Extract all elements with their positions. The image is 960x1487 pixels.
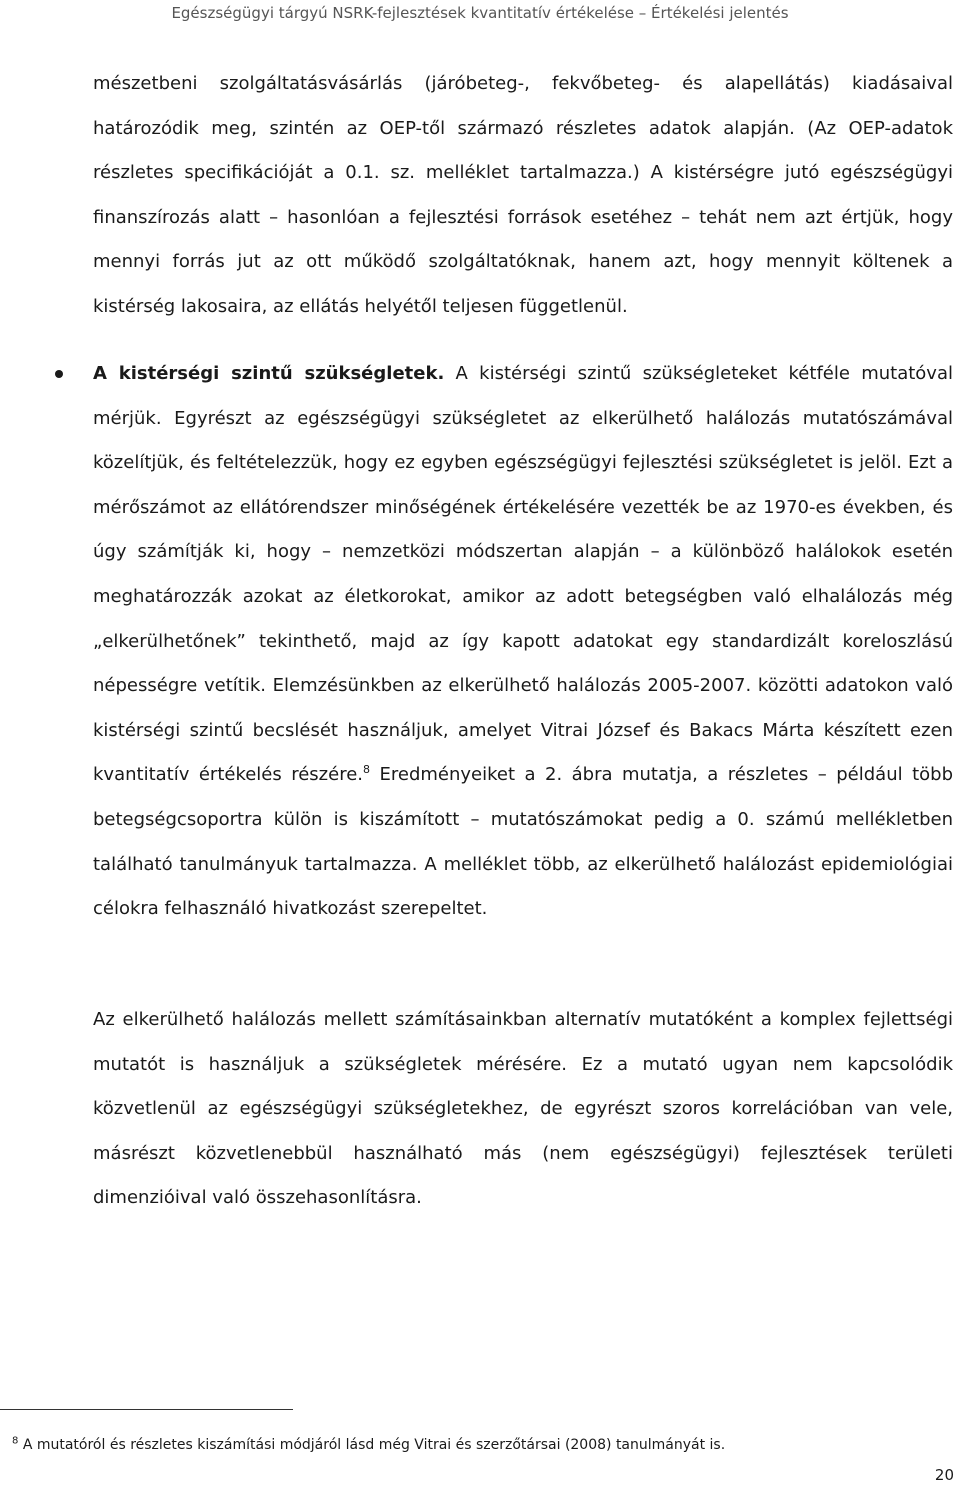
page-number: 20 bbox=[934, 1466, 954, 1484]
bullet-dot-icon bbox=[55, 370, 63, 378]
footnote bbox=[12, 1435, 942, 1455]
bullet-paragraph bbox=[93, 352, 953, 932]
paragraph-1: mészetbeni szolgáltatásvásárlás (járóbeteg-, fekvőbeteg- és alapellátás) kiadásaival határozódik meg, szintén az OEP-től származó részletes adatok alapján. (Az OEP-adatok részletes specifikációját a 0.1. sz. melléklet tartalmazza.) A kistérségre jutó egészségügyi finanszírozás alatt – hasonlóan a fejlesztési források esetéhez – tehát nem azt értjük, hogy mennyi forrás jut az ott működő szolgáltatóknak, hanem azt, hogy mennyit költenek a kistérség lakosaira, az ellátás helyétől teljesen függetlenül. bbox=[93, 73, 953, 317]
bullet-text-part-2: Eredményeiket a 2. ábra mutatja, a részletes – például több betegségcsoportra külön is kiszámított – mutatószámokat pedig a 0. számú mellékletben található tanulmányuk tartalmazza. A melléklet több, az elkerülhető halálozást epidemiológiai célokra felhasználó hivatkozást szerepeltet. bbox=[93, 764, 953, 920]
bullet-heading: A kistérségi szintű szükségletek. bbox=[93, 363, 445, 384]
footnote-text: A mutatóról és részletes kiszámítási módjáról lásd még Vitrai és szerzőtársai (2008) tanulmányát is. bbox=[18, 1437, 726, 1453]
footnote-divider bbox=[0, 1409, 293, 1410]
bullet-text-part-1: A kistérségi szintű szükségleteket kétféle mutatóval mérjük. Egyrészt az egészségügyi szükségletet az elkerülhető halálozás mutatószámával közelítjük, és feltételezzük, hogy ez egyben egészségügyi fejlesztési szükségletet is jelöl. Ezt a mérőszámot az ellátórendszer minőségének értékelésére vezették be az 1970-es években, és úgy számítják ki, hogy – nemzetközi módszertan alapján – a különböző halálokok esetén meghatározzák azokat az életkorokat, amikor az adott betegségben való elhalálozás még „elkerülhetőnek” tekinthető, majd az így kapott adatokat egy standardizált koreloszlású népességre vetítik. Elemzésünkben az elkerülhető halálozás 2005-2007. közötti adatokon való kistérségi szintű becslését használjuk, amelyet Vitrai József és Bakacs Márta készített ezen kvantitatív értékelés részére. bbox=[93, 363, 953, 786]
running-header: Egészségügyi tárgyú NSRK-fejlesztések kvantitatív értékelése – Értékelési jelentés bbox=[171, 4, 789, 22]
footnote-reference[interactable]: 8 bbox=[363, 763, 371, 777]
footnote-number: 8 bbox=[12, 1435, 19, 1447]
paragraph-3: Az elkerülhető halálozás mellett számításainkban alternatív mutatóként a komplex fejlettségi mutatót is használjuk a szükségletek mérésére. Ez a mutató ugyan nem kapcsolódik közvetlenül az egészségügyi szükségletekhez, de egyrészt szoros korrelációban van vele, másrészt közvetlenebbül használható más (nem egészségügyi) fejlesztések területi dimenzióival való összehasonlításra. bbox=[93, 1009, 953, 1209]
